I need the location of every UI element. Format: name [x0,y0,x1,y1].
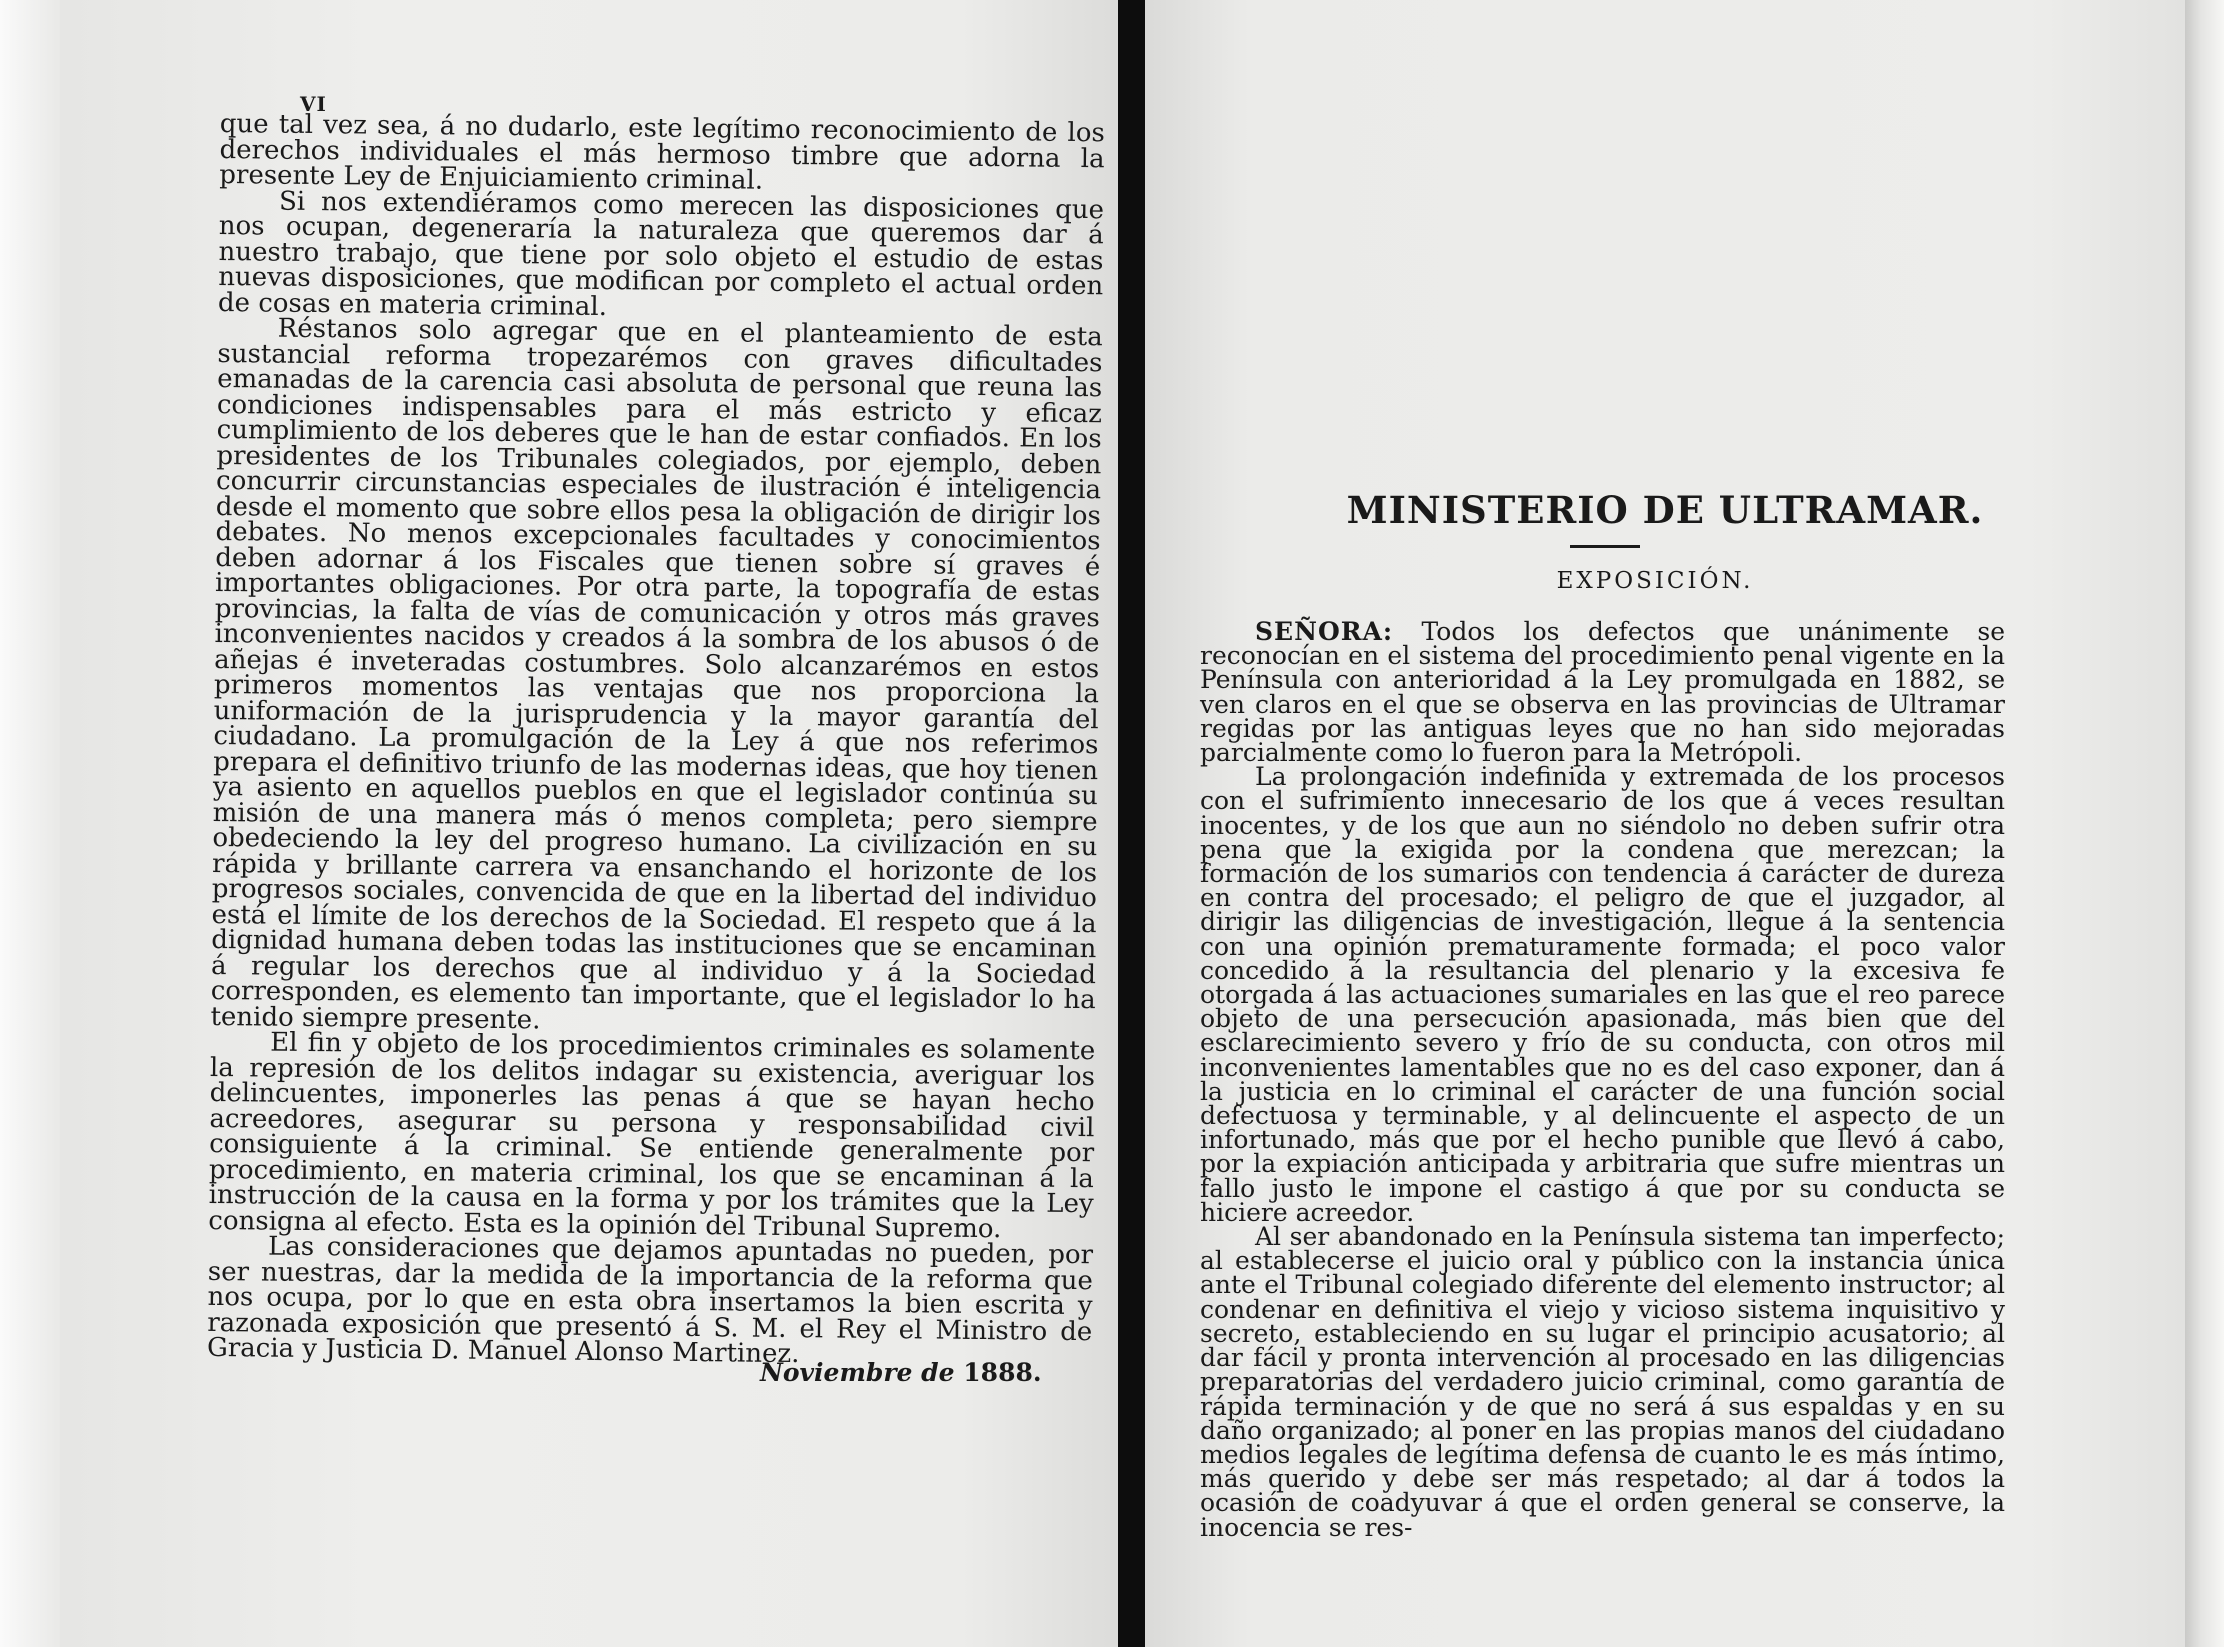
left-page-edge [0,0,60,1647]
salutation: SEÑORA: [1255,617,1394,646]
page-number: VI [300,92,327,116]
right-page [1145,0,2185,1647]
right-body-text [1200,617,2005,1542]
paragraph: Si nos extendiéramos como merecen las disposiciones que nos ocupan, degeneraría la naturaleza que queremos dar á nuestro trabajo, que tiene por solo objeto el estudio de estas nuevas disposiciones, que modifican por completo el actual orden de cosas en materia criminal. [217,186,1105,322]
left-page [60,0,1118,1647]
right-page-edge [2185,0,2224,1647]
paragraph: La prolongación indefinida y extremada de los procesos con el sufrimiento innecesario de los que á veces resultan inocentes, y de los que aun no siéndolo no deben sufrir otra pena que la exigida por la condena que merezcan; la formación de los sumarios con tendencia á carácter de dureza en contra del procesado; el peligro de que el juzgador, al dirigir las diligencias de investigación, llegue á la sentencia con una opinión prematuramente formada; el poco valor concedido á la resultancia del plenario y la excesiva fe otorgada á las actuaciones sumariales en las que el reo parece objeto de una persecución apasionada, más bien que del esclarecimiento severo y frío de su conducta, con otros mil inconvenientes lamentables que no es del caso exponer, dan á la justicia en lo criminal el carácter de una función social defectuosa y terminable, y al delincuente el aspecto de un infortunado, más que por el hecho punible que llevó á cabo, por la expiación anticipada y arbitraria que sufre mientras un fallo justo le impone el castigo á que por su conducta se hiciere acreedor. [1200,762,2005,1227]
paragraph-text: Todos los defectos que unánimente se reconocían en el sistema del procedimiento penal vigente en la Península con anterioridad á la Ley promulgada en 1882, se ven claros en el que se observa en las provincias de Ultramar regidas por las antiguas leyes que no han sido mejoradas parcialmente como lo fueron para la Metrópoli. [1200,617,2005,768]
paragraph: El fin y objeto de los procedimientos criminales es solamente la represión de los delitos indagar su existencia, averiguar los delincuentes, imponerles las penas á que se hayan hecho acreedores, asegurar su persona y responsabilidad civil consiguiente á la criminal. Se entiende generalmente por procedimiento, en materia criminal, los que se encaminan á la instrucción de la causa en la forma y por los trámites que la Ley consigna al efecto. Esta es la opinión del Tribunal Supremo. [208,1027,1096,1244]
ministry-title: MINISTERIO DE ULTRAMAR. [1346,488,1984,532]
paragraph: que tal vez sea, á no dudarlo, este legítimo reconocimiento de los derechos individuales el más hermoso timbre que adorna la presente Ley de Enjuiciamiento criminal. [219,109,1105,196]
book-gutter [1118,0,1145,1647]
date-month: Noviembre de [760,1358,955,1387]
left-body-text [206,109,1105,1371]
paragraph: Las consideraciones que dejamos apuntadas no pueden, por ser nuestras, dar la medida de la importancia de la reforma que nos ocupa, por lo que en esta obra insertamos la bien escrita y razonada exposición que presentó á S. M. el Rey el Ministro de Gracia y Justicia D. Manuel Alonso Martinez. [206,1231,1094,1370]
date-line [760,1358,1042,1387]
paragraph: Al ser abandonado en la Península sistema tan imperfecto; al establecerse el juicio oral y público con la instancia única ante el Tribunal colegiado diferente del elemento instructor; al condenar en definitiva el viejo y vicioso sistema inquisitivo y secreto, estableciendo en su lugar el principio acusatorio; al dar fácil y pronta intervención al procesado en las diligencias preparatorias del verdadero juicio criminal, como garantía de rápida terminación y de que no será á sus espaldas y en su daño organizado; al poner en las propias manos del ciudadano medios legales de legítima defensa de cuanto le es más íntimo, más querido y debe ser más respetado; al dar á todos la ocasión de coadyuvar á que el orden general se conserve, la inocencia se res- [1200,1222,2005,1542]
paragraph: Réstanos solo agregar que en el planteamiento de esta sustancial reforma tropezarémos con graves dificultades emanadas de la carencia casi absoluta de personal que reuna las condiciones indispensables para el más estricto y eficaz cumplimiento de los deberes que le han de estar confiados. En los presidentes de los Tribunales colegiados, por ejemplo, deben concurrir circunstancias especiales de ilustración é inteligencia desde el momento que sobre ellos pesa la obligación de dirigir los debates. No menos excepcionales facultades y conocimientos deben adornar á los Fiscales que tienen sobre sí graves é importantes obligaciones. Por otra parte, la topografía de estas provincias, la falta de vías de comunicación y otros más graves inconvenientes nacidos y creados á la sombra de los abusos ó de añejas é inveteradas costumbres. Solo alcanzarémos en estos primeros momentos las ventajas que nos proporciona la uniformación de la jurisprudencia y la mayor garantía del ciudadano. La promulgación de la Ley á que nos referimos prepara el definitivo triunfo de las modernas ideas, que hoy tienen ya asiento en aquellos pueblos en que el legislador continúa su misión de una manera más ó menos completa; pero siempre obedeciendo la ley del progreso humano. La civilización en su rápida y brillante carrera va ensanchando el horizonte de los progresos sociales, convencida de que en la libertad del individuo está el límite de los derechos de la Sociedad. El respeto que á la dignidad humana deben todas las instituciones que se encaminan á regular los derechos que al individuo y á la Sociedad corresponden, es elemento tan importante, que el legislador lo ha tenido siempre presente. [210,313,1103,1035]
paragraph [1200,617,2005,768]
title-rule [1570,545,1640,548]
date-year: 1888. [963,1358,1042,1387]
section-heading: EXPOSICIÓN. [1556,568,1754,594]
